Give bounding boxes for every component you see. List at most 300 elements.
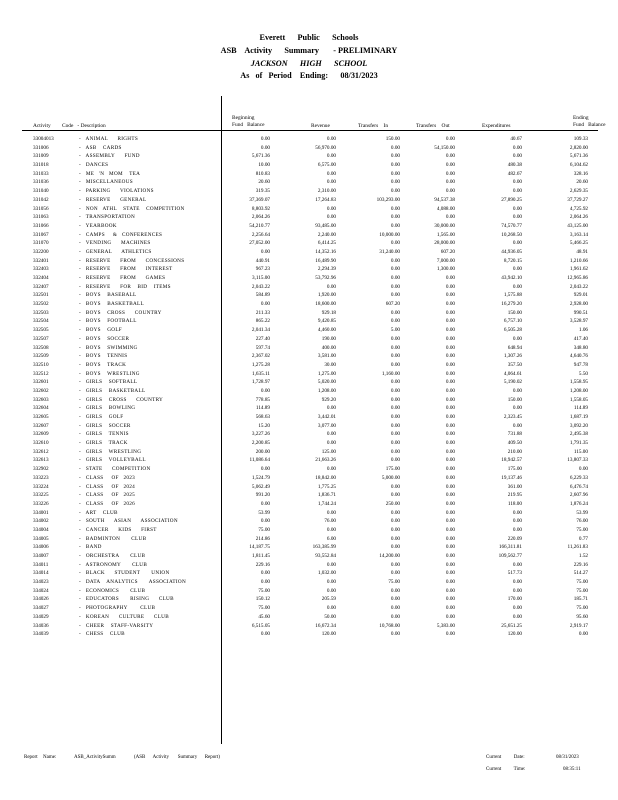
revenue-value: 205.59: [321, 596, 336, 603]
beginning-balance: 1,524.79: [251, 474, 270, 481]
ending-balance: 3,528.97: [569, 318, 588, 325]
ending-balance: 947.78: [573, 361, 588, 368]
transfers-out-value: 0.00: [445, 396, 455, 403]
ending-balance: 115.00: [573, 448, 588, 455]
transfers-in-value: 0.00: [390, 240, 400, 247]
activity-code: 333224: [33, 483, 49, 490]
column-header-expenditures: Expenditures: [482, 123, 511, 129]
table-row: [0, 595, 618, 604]
revenue-value: 18,842.00: [315, 474, 336, 481]
transfers-out-value: 94,537.38: [434, 196, 455, 203]
activity-description: - KOREAN CULTURE CLUB: [79, 613, 169, 620]
ending-balance: 2,928.00: [569, 301, 588, 308]
transfers-in-value: 10,000.00: [379, 231, 400, 238]
activity-code: 334024: [33, 587, 49, 594]
activity-description: - GENERAL ATHLETICS: [79, 248, 152, 255]
activity-code: 331070: [33, 240, 49, 247]
revenue-value: 53,792.96: [315, 275, 336, 281]
beginning-balance: 75.00: [258, 526, 270, 533]
expenditures-value: 0.00: [512, 153, 522, 160]
transfers-in-value: 0.00: [390, 214, 400, 221]
expenditures-value: 0.00: [512, 526, 522, 533]
activity-description: - CHEER STAFF-VARSITY: [79, 622, 154, 629]
beginning-balance: 27,052.00: [249, 240, 270, 247]
ending-balance: 6,229.33: [569, 474, 588, 481]
beginning-balance: 5,062.49: [251, 483, 270, 490]
activity-description: - ORCHESTRA CLUB: [79, 553, 146, 559]
transfers-out-value: 0.00: [445, 526, 455, 533]
revenue-value: 6,414.25: [317, 240, 336, 247]
transfers-in-value: 0.00: [390, 153, 400, 160]
revenue-value: 30.00: [324, 361, 336, 368]
activity-code: 334014: [33, 570, 49, 577]
table-row: [0, 135, 618, 144]
transfers-in-value: 150.00: [385, 136, 400, 142]
activity-description: - CLASS OF 2025: [79, 492, 136, 499]
revenue-value: 120.00: [321, 631, 336, 638]
transfers-in-value: 10,768.00: [379, 622, 400, 629]
ending-balance: 2,820.00: [569, 144, 588, 151]
expenditures-value: 109,562.77: [498, 553, 522, 559]
transfers-in-value: 103,293.00: [376, 196, 400, 203]
activity-code: 334011: [33, 561, 49, 568]
ending-balance: 37,729.27: [567, 196, 588, 203]
report-organization: Everett Public Schools: [259, 33, 359, 42]
beginning-balance: 214.86: [255, 535, 270, 542]
beginning-balance: 2,064.26: [251, 214, 270, 221]
ending-balance: 43,125.00: [567, 222, 588, 229]
table-row: [0, 344, 618, 353]
table-row: [0, 300, 618, 309]
transfers-in-value: 0.00: [390, 275, 400, 281]
activity-code: 332200: [33, 248, 49, 255]
activity-description: - ASTRONOMY CLUB: [79, 561, 148, 568]
expenditures-value: 43,942.10: [501, 275, 522, 281]
transfers-out-value: 0.00: [445, 327, 455, 334]
activity-description: - CANCER KIDS FIRST: [79, 526, 157, 533]
beginning-balance: 45.60: [258, 613, 270, 620]
transfers-in-value: 0.00: [390, 483, 400, 490]
beginning-balance: 5,671.36: [251, 153, 270, 160]
revenue-value: 9,420.85: [317, 318, 336, 325]
activity-code: 334036: [33, 622, 49, 629]
expenditures-value: 40.67: [510, 136, 522, 142]
ending-balance: 48.91: [576, 248, 588, 255]
activity-description: - GIRLS VOLLEYBALL: [79, 457, 146, 464]
transfers-in-value: 0.00: [390, 526, 400, 533]
expenditures-value: 0.00: [512, 518, 522, 525]
activity-description: - RESERVE FOR BID ITEMS: [79, 283, 171, 290]
activity-code: 334029: [33, 613, 49, 620]
table-row: [0, 465, 618, 474]
expenditures-value: 1,307.26: [503, 353, 522, 360]
activity-description: - GIRLS CROSS COUNTRY: [79, 396, 164, 403]
table-row: [0, 309, 618, 318]
activity-description: - NON ATHL STATE COMPETITION: [79, 205, 185, 212]
table-row: [0, 491, 618, 500]
transfers-out-value: 30,000.00: [434, 222, 455, 229]
activity-code: 333225: [33, 492, 49, 499]
ending-balance: 0.00: [578, 466, 588, 473]
transfers-out-value: 0.00: [445, 579, 455, 586]
activity-description: - BADMINTON CLUB: [79, 535, 147, 542]
transfers-in-value: 0.00: [390, 222, 400, 229]
activity-code: 331066: [33, 222, 49, 229]
activity-code: 332607: [33, 422, 49, 429]
expenditures-value: 0.00: [512, 335, 522, 342]
expenditures-value: 10,268.50: [501, 231, 522, 238]
transfers-out-value: 0.00: [445, 353, 455, 360]
beginning-balance: 0.00: [260, 500, 270, 507]
revenue-value: 3,442.01: [317, 414, 336, 420]
footer-report-description: (ASB Activity Summary Report): [134, 755, 220, 760]
footer-date-value: 08/31/2023: [556, 755, 579, 760]
expenditures-value: 0.00: [512, 179, 522, 186]
ending-balance: 2,043.22: [569, 283, 588, 290]
transfers-in-value: 0.00: [390, 561, 400, 568]
activity-description: - BOYS CROSS COUNTRY: [79, 309, 162, 316]
activity-description: - GIRLS BASKETBALL: [79, 387, 146, 394]
transfers-out-value: 0.00: [445, 214, 455, 221]
revenue-value: 16,489.90: [315, 257, 336, 264]
table-row: [0, 187, 618, 196]
ending-balance: 75.00: [576, 605, 588, 612]
activity-description: - SOUTH ASIAN ASSOCIATION: [79, 518, 178, 525]
column-header-transfers-out: Transfers Out: [416, 123, 450, 129]
table-row: [0, 265, 618, 274]
beginning-balance: 0.00: [260, 136, 270, 142]
activity-code: 331036: [33, 179, 49, 186]
activity-code: 334004: [33, 526, 49, 533]
column-header-code-description: Code - Description: [62, 123, 106, 129]
activity-code: 331063: [33, 214, 49, 221]
transfers-out-value: 0.00: [445, 613, 455, 620]
transfers-in-value: 31,240.00: [379, 248, 400, 255]
table-row: [0, 474, 618, 483]
transfers-out-value: 0.00: [445, 500, 455, 507]
transfers-in-value: 0.00: [390, 570, 400, 577]
transfers-in-value: 0.00: [390, 431, 400, 438]
activity-code: 332603: [33, 396, 49, 403]
expenditures-value: 0.00: [512, 605, 522, 612]
revenue-value: 190.00: [321, 335, 336, 342]
activity-code: 332604: [33, 405, 49, 412]
transfers-out-value: 0.00: [445, 188, 455, 195]
transfers-in-value: 0.00: [390, 596, 400, 603]
transfers-in-value: 1,160.00: [381, 370, 400, 377]
ending-balance: 514.27: [573, 570, 588, 577]
ending-balance: 11,261.83: [567, 544, 588, 551]
beginning-balance: 0.00: [260, 387, 270, 394]
ending-balance: 5,671.36: [569, 153, 588, 160]
activity-description: - ASB CARDS: [79, 144, 122, 151]
expenditures-value: 220.09: [507, 535, 522, 542]
beginning-balance: 597.74: [255, 344, 270, 351]
beginning-balance: 2,043.22: [251, 283, 270, 290]
activity-code: 332610: [33, 440, 49, 447]
beginning-balance: 0.00: [260, 631, 270, 638]
table-row: [0, 517, 618, 526]
column-header-transfers-in: Transfers In: [358, 123, 389, 129]
expenditures-value: 0.00: [512, 266, 522, 273]
revenue-value: 6.00: [326, 535, 336, 542]
transfers-out-value: 0.00: [445, 474, 455, 481]
expenditures-value: 0.00: [512, 188, 522, 195]
activity-description: - GIRLS SOCCER: [79, 422, 131, 429]
activity-code: 331033: [33, 170, 49, 177]
transfers-in-value: 0.00: [390, 518, 400, 525]
expenditures-value: 118.00: [507, 500, 522, 507]
transfers-out-value: 0.00: [445, 318, 455, 325]
transfers-in-value: 0.00: [390, 448, 400, 455]
transfers-in-value: 0.00: [390, 335, 400, 342]
ending-balance: 2,629.35: [569, 188, 588, 195]
activity-code: 334026: [33, 596, 49, 603]
transfers-in-value: 0.00: [390, 613, 400, 620]
beginning-balance: 967.23: [255, 266, 270, 273]
expenditures-value: 0.00: [512, 205, 522, 212]
activity-code: 332613: [33, 457, 49, 464]
activity-description: - BOYS GOLF: [79, 327, 122, 334]
ending-balance: 2,919.17: [569, 622, 588, 629]
revenue-value: 0.00: [326, 440, 336, 447]
column-header-revenue: Revenue: [311, 123, 330, 129]
activity-description: - ASSEMBLY FUND: [79, 153, 140, 160]
activity-code: 331040: [33, 188, 49, 195]
activity-description: - CLASS OF 2026: [79, 500, 136, 507]
activity-description: - RESERVE FROM GAMES: [79, 275, 166, 281]
table-row: [0, 144, 618, 153]
expenditures-value: 170.00: [507, 596, 522, 603]
revenue-value: 0.00: [326, 526, 336, 533]
transfers-out-value: 0.00: [445, 379, 455, 386]
beginning-balance: 75.00: [258, 605, 270, 612]
expenditures-value: 648.94: [507, 344, 522, 351]
expenditures-value: 6,505.28: [503, 327, 522, 334]
activity-code: 332601: [33, 379, 49, 386]
activity-code: 332605: [33, 414, 49, 420]
transfers-out-value: 5,383.00: [436, 622, 455, 629]
ending-balance: 114.89: [573, 405, 588, 412]
activity-code: 333226: [33, 500, 49, 507]
ending-balance: 1.06: [578, 327, 588, 334]
activity-code: 332407: [33, 283, 49, 290]
ending-balance: 1.52: [578, 553, 588, 559]
revenue-value: 929.18: [321, 309, 336, 316]
table-row: [0, 161, 618, 170]
transfers-out-value: 54,150.00: [434, 144, 455, 151]
transfers-out-value: 28,000.00: [434, 240, 455, 247]
transfers-out-value: 0.00: [445, 309, 455, 316]
expenditures-value: 361.00: [507, 483, 522, 490]
table-row: [0, 483, 618, 492]
activity-description: - BOYS TRACK: [79, 361, 127, 368]
ending-balance: 5.50: [578, 370, 588, 377]
revenue-value: 93,552.84: [315, 553, 336, 559]
transfers-out-value: 0.00: [445, 292, 455, 299]
activity-description: - RESERVE GENERAL: [79, 196, 147, 203]
transfers-out-value: 0.00: [445, 335, 455, 342]
footer-name-label: Name:: [43, 755, 57, 760]
revenue-value: 93,485.00: [315, 222, 336, 229]
ending-balance: 1,210.66: [569, 257, 588, 264]
activity-description: - BOYS BASKETBALL: [79, 301, 144, 308]
table-row: [0, 257, 618, 266]
revenue-value: 0.00: [326, 431, 336, 438]
transfers-out-value: 0.00: [445, 301, 455, 308]
beginning-balance: 227.40: [255, 335, 270, 342]
expenditures-value: 0.00: [512, 587, 522, 594]
expenditures-value: 731.88: [507, 431, 522, 438]
ending-balance: 229.16: [573, 561, 588, 568]
beginning-balance: 440.91: [255, 257, 270, 264]
expenditures-value: 150.00: [507, 396, 522, 403]
activity-description: - ANIMAL RIGHTS: [79, 136, 139, 142]
beginning-balance: 0.00: [260, 301, 270, 308]
beginning-balance: 2,256.64: [251, 231, 270, 238]
ending-balance: 1,791.35: [569, 440, 588, 447]
expenditures-value: 16,279.20: [501, 301, 522, 308]
revenue-value: 929.20: [321, 396, 336, 403]
ending-balance: 2,607.96: [569, 492, 588, 499]
activity-description: - GIRLS WRESTLING: [79, 448, 142, 455]
transfers-in-value: 0.00: [390, 361, 400, 368]
transfers-out-value: 0.00: [445, 162, 455, 169]
ending-balance: 1,558.05: [569, 396, 588, 403]
transfers-out-value: 0.00: [445, 605, 455, 612]
activity-code: 331067: [33, 231, 49, 238]
activity-code: 332505: [33, 327, 49, 334]
table-row: [0, 178, 618, 187]
expenditures-value: 0.00: [512, 144, 522, 151]
expenditures-value: 0.00: [512, 422, 522, 429]
revenue-value: 1,744.24: [317, 500, 336, 507]
transfers-in-value: 0.00: [390, 457, 400, 464]
revenue-value: 1,208.00: [317, 387, 336, 394]
expenditures-value: 357.50: [507, 361, 522, 368]
revenue-value: 16,672.34: [315, 622, 336, 629]
table-row: [0, 378, 618, 387]
transfers-in-value: 0.00: [390, 587, 400, 594]
transfers-in-value: 0.00: [390, 605, 400, 612]
beginning-balance: 2,367.02: [251, 353, 270, 360]
footer-time-label: Current Time:: [486, 767, 526, 772]
expenditures-value: 166,311.81: [498, 544, 522, 551]
activity-description: - YEARBOOK: [79, 222, 117, 229]
transfers-out-value: 0.00: [445, 414, 455, 420]
revenue-value: 1,920.00: [317, 292, 336, 299]
transfers-in-value: 0.00: [390, 188, 400, 195]
revenue-value: 0.00: [326, 136, 336, 142]
transfers-in-value: 0.00: [390, 492, 400, 499]
transfers-out-value: 0.00: [445, 170, 455, 177]
footer-report-label: Report: [24, 755, 38, 760]
expenditures-value: 0.00: [512, 561, 522, 568]
transfers-out-value: 0.00: [445, 518, 455, 525]
footer-time-value: 08:35:11: [563, 767, 581, 772]
ending-balance: 75.00: [576, 526, 588, 533]
beginning-balance: 3,227.26: [251, 431, 270, 438]
transfers-in-value: 175.00: [385, 466, 400, 473]
activity-description: - CAMPS & CONFERENCES: [79, 231, 163, 238]
transfers-in-value: 14,200.00: [379, 553, 400, 559]
transfers-in-value: 0.00: [390, 309, 400, 316]
beginning-balance: 1,728.97: [251, 379, 270, 386]
expenditures-value: 1,575.88: [503, 292, 522, 299]
revenue-value: 6,575.00: [317, 162, 336, 169]
revenue-value: 76.00: [324, 518, 336, 525]
revenue-value: 0.00: [326, 214, 336, 221]
transfers-in-value: 0.00: [390, 162, 400, 169]
revenue-value: 0.00: [326, 170, 336, 177]
expenditures-value: 0.00: [512, 283, 522, 290]
transfers-in-value: 0.00: [390, 179, 400, 186]
table-row: [0, 361, 618, 370]
activity-description: - GIRLS GOLF: [79, 414, 124, 420]
transfers-out-value: 0.00: [445, 275, 455, 281]
beginning-balance: 1,275.28: [251, 361, 270, 368]
table-row: [0, 231, 618, 240]
revenue-value: 2,294.39: [317, 266, 336, 273]
activity-code: 331009: [33, 153, 49, 160]
transfers-out-value: 0.00: [445, 361, 455, 368]
expenditures-value: 44,936.05: [501, 248, 522, 255]
activity-code: 331006: [33, 144, 49, 151]
table-row: [0, 439, 618, 448]
beginning-balance: 211.33: [255, 309, 270, 316]
transfers-out-value: 0.00: [445, 631, 455, 638]
ending-balance: 1,961.62: [569, 266, 588, 273]
transfers-out-value: 0.00: [445, 596, 455, 603]
transfers-in-value: 0.00: [390, 344, 400, 351]
transfers-in-value: 0.00: [390, 318, 400, 325]
transfers-in-value: 0.00: [390, 422, 400, 429]
transfers-in-value: 0.00: [390, 283, 400, 290]
beginning-balance: 6,515.05: [251, 622, 270, 629]
revenue-value: 5,020.00: [317, 379, 336, 386]
transfers-out-value: 0.00: [445, 405, 455, 412]
activity-description: - BLACK STUDENT UNION: [79, 570, 170, 577]
transfers-in-value: 250.00: [385, 500, 400, 507]
transfers-in-value: 0.00: [390, 170, 400, 177]
transfers-out-value: 4,088.00: [436, 205, 455, 212]
revenue-value: 400.00: [321, 344, 336, 351]
report-period: As of Period Ending: 08/31/2023: [240, 71, 378, 80]
activity-code: 332502: [33, 301, 49, 308]
expenditures-value: 0.00: [512, 387, 522, 394]
transfers-out-value: 0.00: [445, 431, 455, 438]
revenue-value: 0.00: [326, 153, 336, 160]
transfers-out-value: 0.00: [445, 570, 455, 577]
transfers-out-value: 0.00: [445, 587, 455, 594]
table-row: [0, 456, 618, 465]
activity-table: [0, 135, 618, 639]
beginning-balance: 0.00: [260, 518, 270, 525]
revenue-value: 50.00: [324, 613, 336, 620]
beginning-balance: 865.22: [255, 318, 270, 325]
expenditures-value: 409.50: [507, 440, 522, 447]
table-row: [0, 622, 618, 631]
beginning-balance: 37,369.07: [249, 196, 270, 203]
header-rule: [22, 130, 598, 131]
expenditures-value: 4,064.61: [503, 370, 522, 377]
footer-program-name: ASB_ActivitySumm: [74, 755, 116, 760]
transfers-in-value: 0.00: [390, 396, 400, 403]
revenue-value: 0.00: [326, 605, 336, 612]
revenue-value: 0.00: [326, 283, 336, 290]
ending-balance: 0.77: [578, 535, 588, 542]
activity-description: - PARKING VIOLATIONS: [79, 188, 154, 195]
